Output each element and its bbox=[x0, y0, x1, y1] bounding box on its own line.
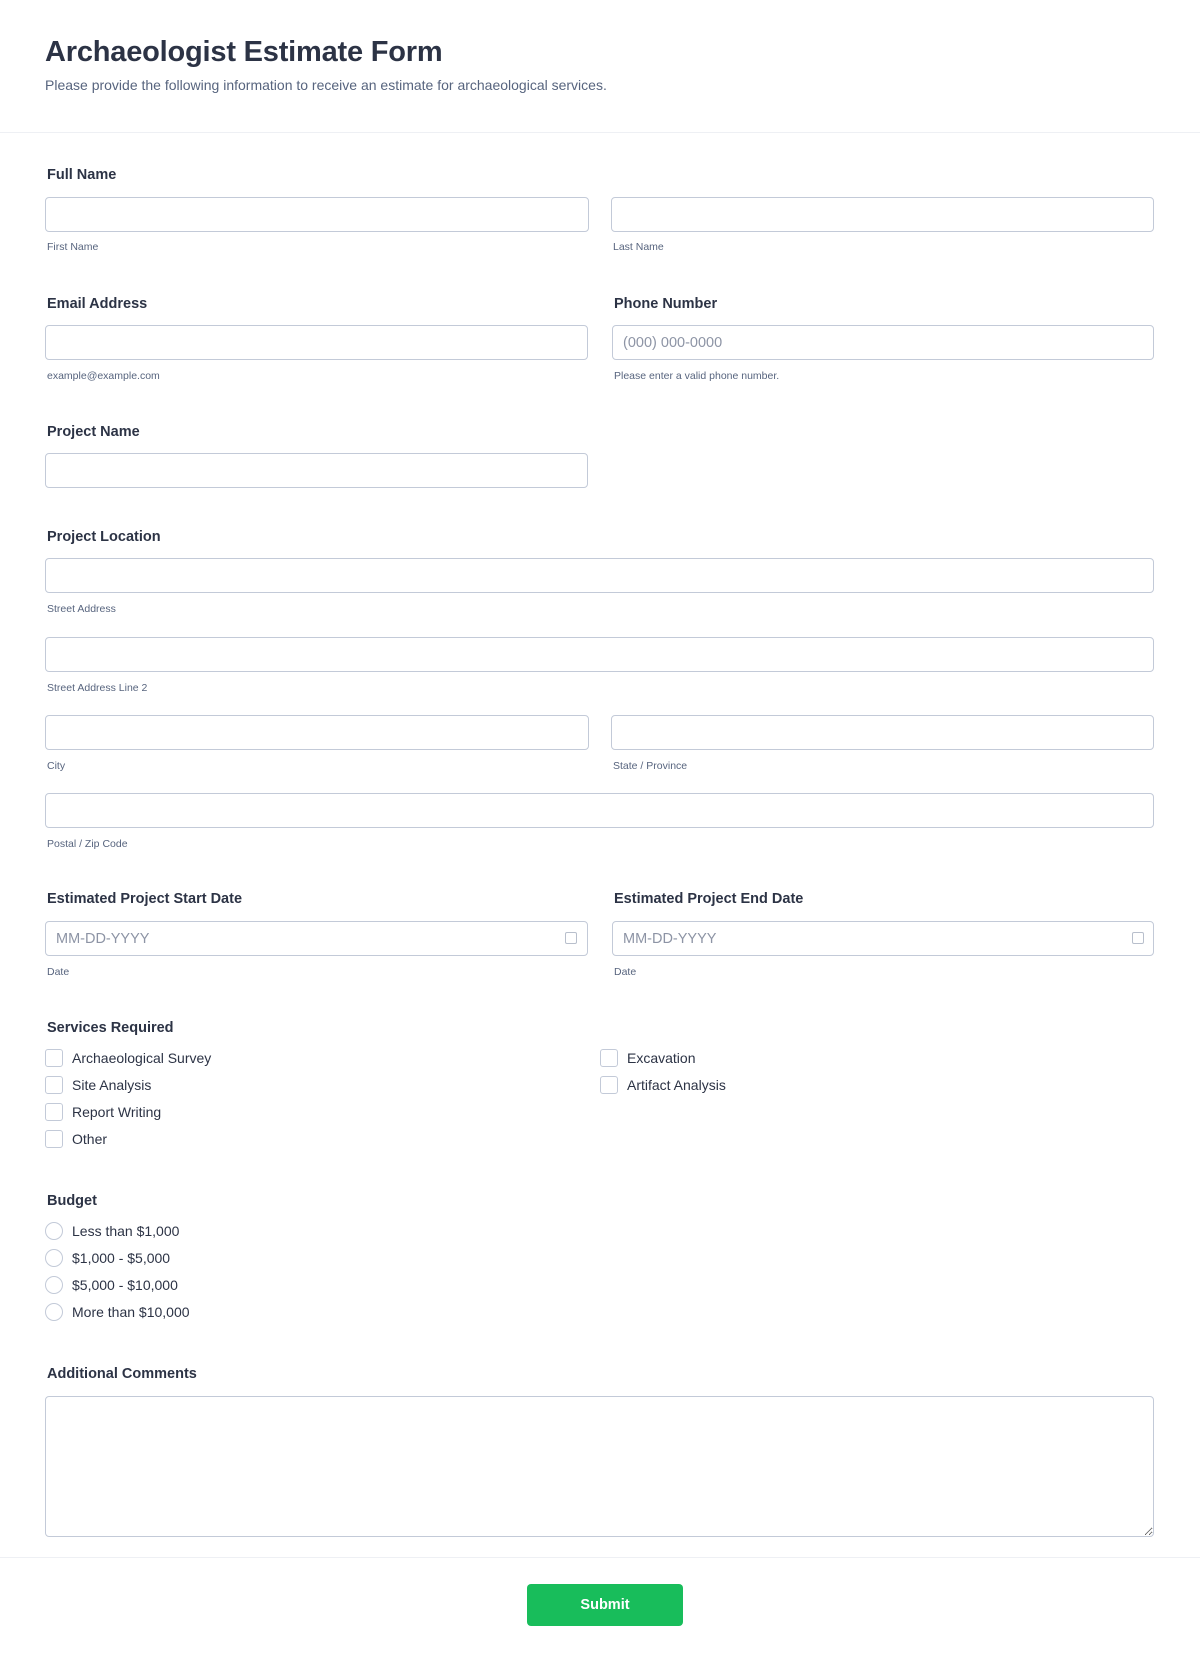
submit-button[interactable]: Submit bbox=[527, 1584, 683, 1626]
header-divider bbox=[0, 132, 1200, 133]
street-address-input[interactable] bbox=[45, 558, 1154, 593]
first-name-sublabel: First Name bbox=[47, 241, 99, 253]
project-name-input[interactable] bbox=[45, 453, 588, 488]
radio[interactable] bbox=[45, 1276, 63, 1294]
first-name-input[interactable] bbox=[45, 197, 589, 232]
comments-textarea[interactable] bbox=[45, 1396, 1154, 1537]
service-option[interactable] bbox=[45, 1130, 107, 1148]
checkbox[interactable] bbox=[600, 1049, 618, 1067]
option-label: Artifact Analysis bbox=[627, 1077, 726, 1093]
end-date-input[interactable] bbox=[612, 921, 1154, 956]
service-option[interactable] bbox=[45, 1076, 151, 1094]
phone-input[interactable] bbox=[612, 325, 1154, 360]
email-label: Email Address bbox=[47, 296, 148, 312]
calendar-icon[interactable] bbox=[1132, 932, 1144, 944]
project-name-label: Project Name bbox=[47, 424, 140, 440]
service-option[interactable] bbox=[45, 1103, 161, 1121]
radio[interactable] bbox=[45, 1249, 63, 1267]
calendar-icon[interactable] bbox=[565, 932, 577, 944]
budget-option[interactable] bbox=[45, 1249, 170, 1267]
budget-option[interactable] bbox=[45, 1276, 178, 1294]
last-name-sublabel: Last Name bbox=[613, 241, 664, 253]
last-name-input[interactable] bbox=[611, 197, 1154, 232]
radio[interactable] bbox=[45, 1303, 63, 1321]
comments-label: Additional Comments bbox=[47, 1366, 197, 1382]
option-label: $5,000 - $10,000 bbox=[72, 1277, 178, 1293]
option-label: Report Writing bbox=[72, 1104, 162, 1120]
street-address-line2-sublabel: Street Address Line 2 bbox=[47, 682, 148, 694]
form-subtitle: Please provide the following information to receive an estimate for archaeological services. bbox=[45, 77, 607, 93]
city-input[interactable] bbox=[45, 715, 589, 750]
email-input[interactable] bbox=[45, 325, 588, 360]
service-option[interactable] bbox=[600, 1049, 695, 1067]
end-date-label: Estimated Project End Date bbox=[614, 891, 804, 907]
option-label: Site Analysis bbox=[72, 1077, 152, 1093]
state-sublabel: State / Province bbox=[613, 760, 688, 772]
checkbox[interactable] bbox=[45, 1076, 63, 1094]
project-location-label: Project Location bbox=[47, 529, 161, 545]
budget-option[interactable] bbox=[45, 1222, 179, 1240]
start-date-input[interactable] bbox=[45, 921, 588, 956]
zip-sublabel: Postal / Zip Code bbox=[47, 838, 128, 850]
option-label: $1,000 - $5,000 bbox=[72, 1250, 171, 1266]
checkbox[interactable] bbox=[600, 1076, 618, 1094]
checkbox[interactable] bbox=[45, 1049, 63, 1067]
start-date-sublabel: Date bbox=[47, 966, 70, 978]
option-label: Other bbox=[72, 1131, 108, 1147]
budget-label: Budget bbox=[47, 1193, 97, 1209]
street-address-line2-input[interactable] bbox=[45, 637, 1154, 672]
end-date-sublabel: Date bbox=[614, 966, 637, 978]
service-option[interactable] bbox=[600, 1076, 726, 1094]
checkbox[interactable] bbox=[45, 1130, 63, 1148]
option-label: Less than $1,000 bbox=[72, 1223, 180, 1239]
option-label: Excavation bbox=[627, 1050, 696, 1066]
budget-option[interactable] bbox=[45, 1303, 190, 1321]
radio[interactable] bbox=[45, 1222, 63, 1240]
phone-label: Phone Number bbox=[614, 296, 718, 312]
services-label: Services Required bbox=[47, 1020, 174, 1036]
option-label: Archaeological Survey bbox=[72, 1050, 212, 1066]
full-name-label: Full Name bbox=[47, 167, 117, 183]
start-date-label: Estimated Project Start Date bbox=[47, 891, 243, 907]
option-label: More than $10,000 bbox=[72, 1304, 190, 1320]
zip-input[interactable] bbox=[45, 793, 1154, 828]
city-sublabel: City bbox=[47, 760, 66, 772]
form-title: Archaeologist Estimate Form bbox=[45, 36, 443, 68]
footer-divider bbox=[0, 1557, 1200, 1558]
state-input[interactable] bbox=[611, 715, 1154, 750]
email-sublabel: example@example.com bbox=[47, 370, 160, 382]
street-address-sublabel: Street Address bbox=[47, 603, 116, 615]
phone-sublabel: Please enter a valid phone number. bbox=[614, 370, 780, 382]
checkbox[interactable] bbox=[45, 1103, 63, 1121]
service-option[interactable] bbox=[45, 1049, 211, 1067]
